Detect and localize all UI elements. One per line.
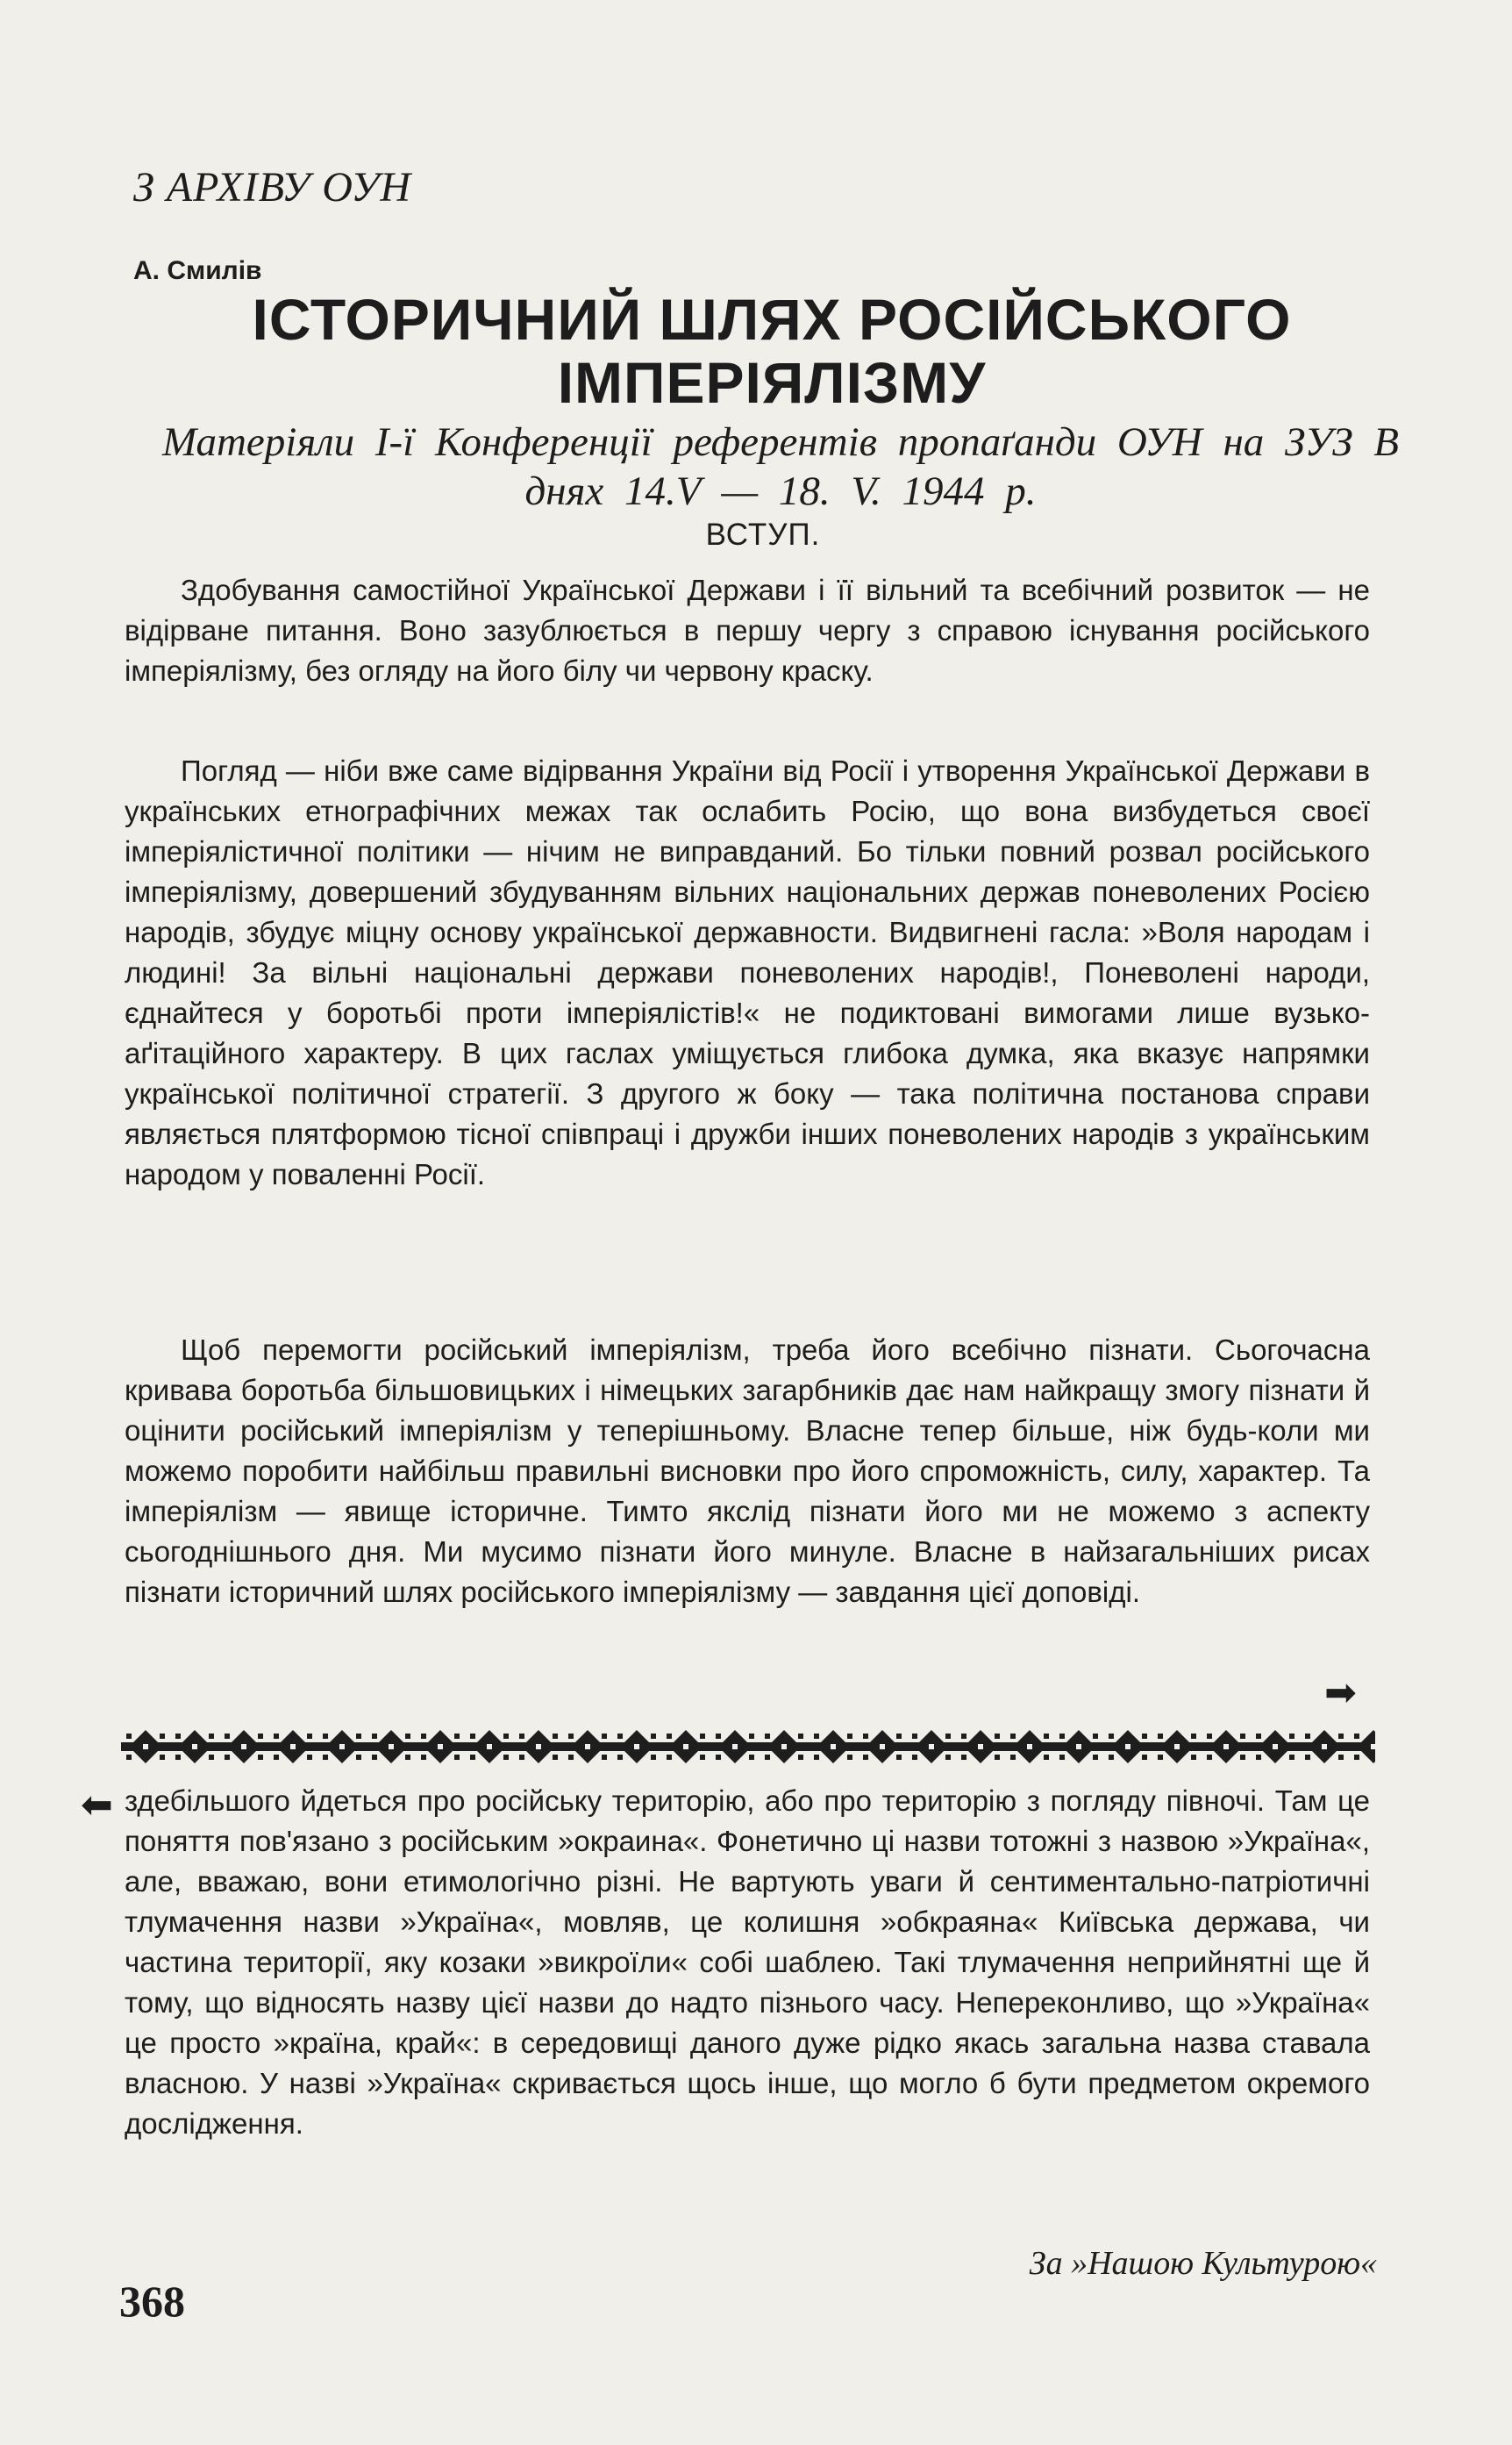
arrow-right-icon: ➡ xyxy=(1324,1671,1357,1714)
article-body-intro xyxy=(125,570,1370,711)
article-title: ІСТОРИЧНИЙ ШЛЯХ РОСІЙСЬКОГО ІМПЕРІЯЛІЗМУ xyxy=(252,287,1292,415)
page-number: 368 xyxy=(119,2277,185,2326)
article-continuation xyxy=(125,1781,1370,2163)
arrow-left-icon: ⬅ xyxy=(81,1784,113,1827)
paragraph: Здобування самостійної Української Держави і її вільний та всебічний розвиток — не відірване питання. Воно зазублюється в першу чергу з справою існування російського імперіялізму, без огляду на його білу чи червону краску. xyxy=(125,574,1370,687)
source-note: За »Нашою Культурою« xyxy=(1029,2245,1377,2282)
paragraph: здебільшого йдеться про російську територію, або про територію з погляду півночі. Там це поняття пов'язано з російським »окраина«. Фонетично ці назви тотожні з назвою »Україна«, але, вважаю, вони етимологічно різні. Не вартують уваги й сентиментально-патріотичні тлумачення назви »Україна«, мовляв, це колишня »обкраяна« Київська держава, чи частина території, яку козаки »викроїли« собі шаблею. Такі тлумачення неприйнятні ще й тому, що відносять назву цієї назви до надто пізнього часу. Непереконливо, що »Україна« це просто »країна, край«: в середовищі даного дуже рідко якась загальна назва ставала власною. У назві »Україна« скривається щось інше, що могло б бути предметом окремого дослідження. xyxy=(125,1784,1370,2140)
section-title: З АРХІВУ ОУН xyxy=(133,164,412,211)
embroidery-ornament xyxy=(121,1728,1375,1765)
article-subtitle: Матеріяли І-ї Конференції референтів пропаґанди ОУН на ЗУЗ В днях 14.V — 18. V. 1944 р. xyxy=(161,419,1400,514)
intro-heading: ВСТУП. xyxy=(705,518,821,552)
article-body-conclusion xyxy=(125,1330,1370,1632)
paragraph: Щоб перемогти російський імперіялізм, треба його всебічно пізнати. Сьогочасна кривава боротьба більшовицьких і німецьких загарбників дає нам найкращу змогу пізнати й оцінити російський імперіялізм у теперішньому. Власне тепер більше, ніж будь-коли ми можемо поробити найбільш правильні висновки про його спроможність, силу, характер. Та імперіялізм — явище історичне. Тимто якслід пізнати його ми не можемо з аспекту сьогоднішнього дня. Ми мусимо пізнати його минуле. Власне в найзагальніших рисах пізнати історичний шлях російського імперіялізму — завдання цієї доповіді. xyxy=(125,1333,1370,1608)
article-body-main xyxy=(125,751,1370,1214)
paragraph: Погляд — ніби вже саме відірвання України від Росії і утворення Української Держави в українських етнографічних межах так ослабить Росію, що вона визбудеться своєї імперіялістичної політики — нічим не виправданий. Бо тільки повний розвал російського імперіялізму, довершений збудуванням вільних національних держав поневолених Росією народів, збудує міцну основу української державности. Видвигнені гасла: »Воля народам і людині! За вільні національні держави поневолених народів!, Поневолені народи, єднайтеся у боротьбі проти імперіялістів!« не подиктовані вимогами лише вузько-аґітаційного характеру. В цих гаслах уміщується глибока думка, яка вказує напрямки української політичної стратегії. З другого ж боку — така політична постанова справи являється плятформою тісної співпраці і дружби інших поневолених народів з українським народом у поваленні Росії. xyxy=(125,754,1370,1190)
author-name: А. Смилів xyxy=(133,256,262,285)
